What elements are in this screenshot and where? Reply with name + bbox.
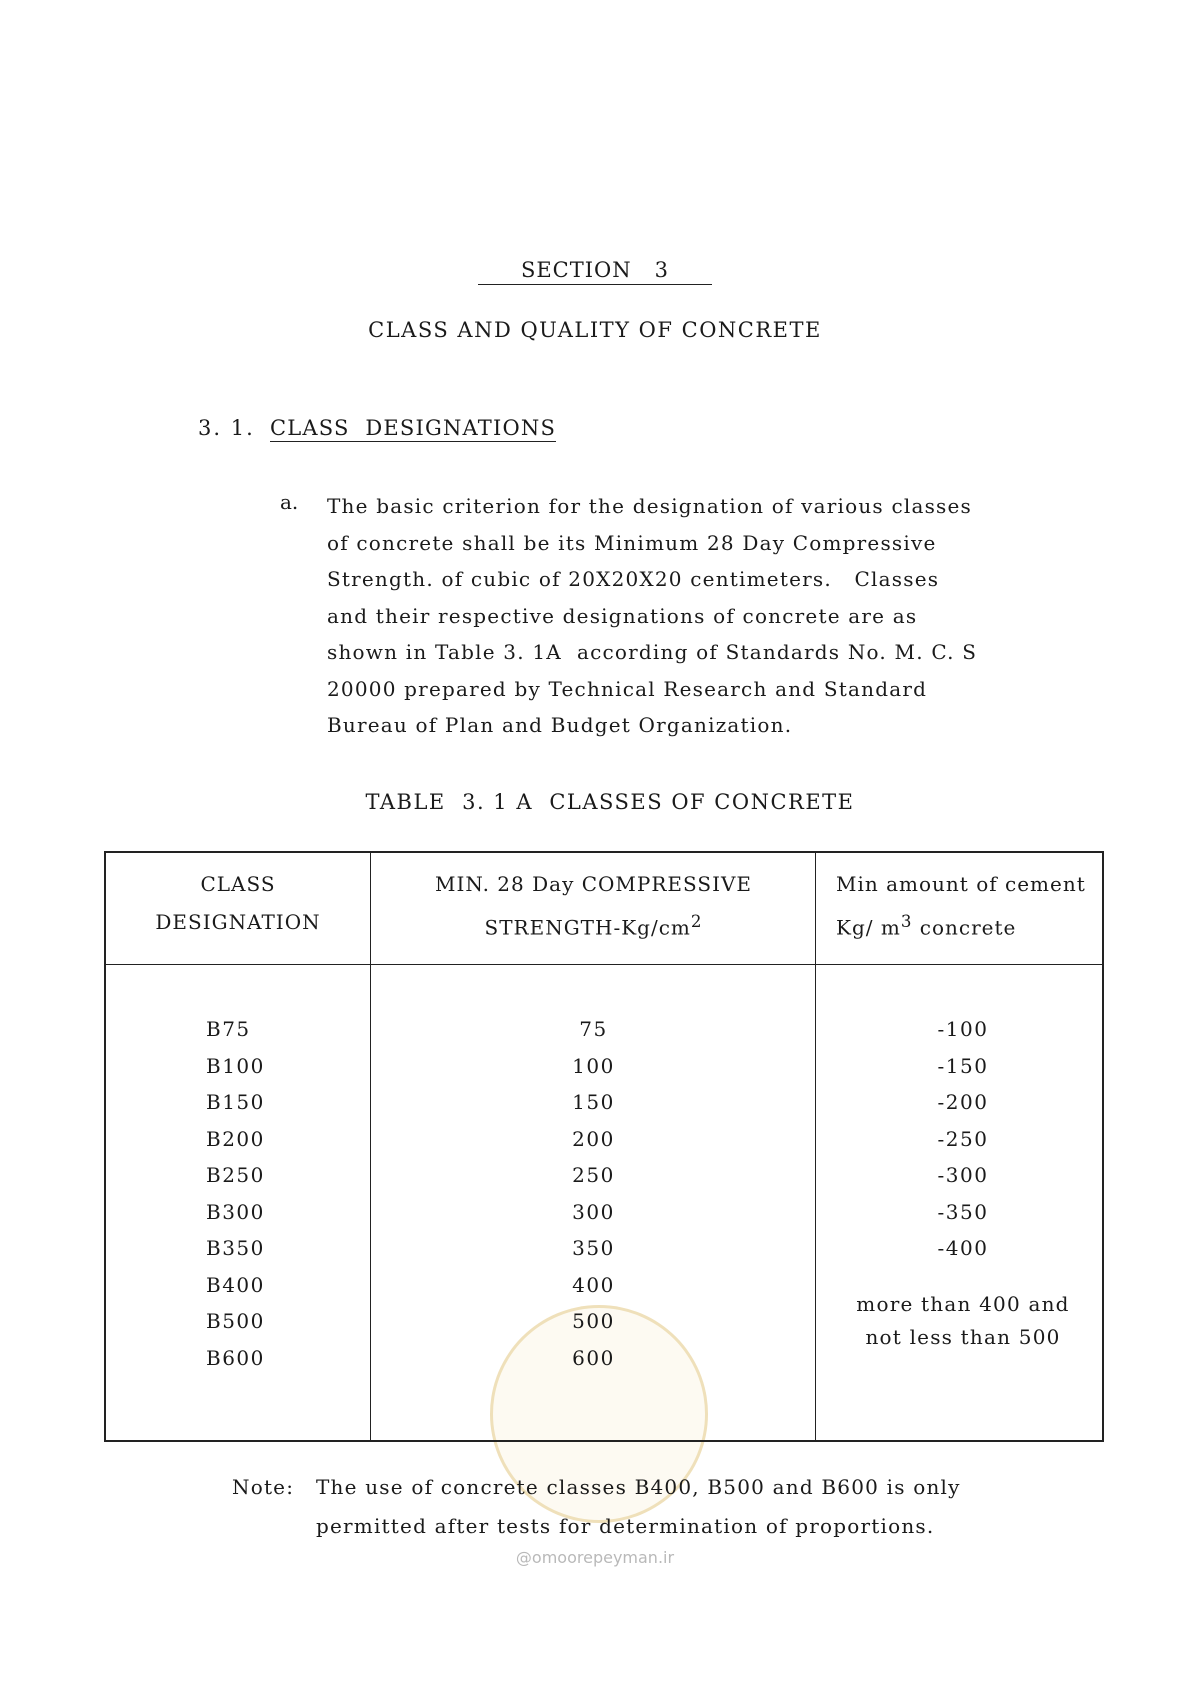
paragraph-line: The basic criterion for the designation of various classes [327, 494, 972, 518]
table-cell-cement: -150 [937, 1053, 989, 1078]
paragraph-text [327, 488, 1047, 744]
table-cell-strength: 350 [572, 1236, 615, 1260]
table-caption: TABLE 3. 1 A CLASSES OF CONCRETE [365, 790, 855, 814]
section-title: SECTION 3 [478, 258, 712, 285]
table-cell-cement: -100 [937, 1017, 989, 1041]
column-divider [370, 853, 371, 1440]
paragraph-line: of concrete shall be its Minimum 28 Day Compressive [327, 530, 937, 555]
table-cell-class: B75 [206, 1017, 251, 1041]
header-compressive-strength [372, 865, 815, 947]
table-cell-strength: 150 [572, 1090, 615, 1114]
header-text: Min amount of cement [836, 872, 1086, 896]
column-divider [815, 853, 816, 1440]
cement-range-note [818, 1288, 1108, 1354]
table-cell-strength: 300 [572, 1199, 615, 1224]
table-cell-strength: 75 [579, 1017, 608, 1041]
class-column [206, 1011, 346, 1376]
header-superscript: 3 [900, 912, 913, 931]
header-class-designation [106, 865, 370, 941]
header-divider [106, 964, 1102, 965]
header-text: DESIGNATION [155, 910, 321, 934]
note-line: permitted after tests for determination of proportions. [316, 1514, 935, 1538]
table-cell-strength: 250 [572, 1163, 615, 1187]
subsection-number: 3. 1. [198, 416, 255, 440]
cement-note-line: more than 400 and [856, 1292, 1070, 1316]
table-cell-class: B150 [206, 1090, 265, 1114]
paragraph-line: Strength. of cubic of 20X20X20 centimeters. Classes [327, 567, 940, 591]
note-text [316, 1468, 961, 1546]
table-cell-class: B250 [206, 1163, 265, 1187]
header-text: CLASS [200, 872, 276, 896]
header-text [836, 903, 1108, 947]
note-line: The use of concrete classes B400, B500 and B600 is only [316, 1475, 961, 1499]
table-cell-cement: -350 [937, 1199, 989, 1224]
table-cell-class: B100 [206, 1053, 265, 1078]
table-cell-class: B300 [206, 1199, 265, 1224]
cement-column [818, 1011, 1108, 1267]
concrete-classes-table [104, 851, 1104, 1442]
header-text [372, 903, 815, 947]
paragraph-line: shown in Table 3. 1A according of Standards No. M. C. S [327, 640, 978, 664]
table-cell-cement: -300 [937, 1163, 989, 1187]
note-label: Note: [232, 1475, 295, 1499]
table-cell-class: B500 [206, 1309, 265, 1333]
table-cell-strength: 500 [572, 1309, 615, 1333]
table-cell-class: B600 [206, 1345, 265, 1370]
header-unit: Kg/ m [836, 915, 901, 940]
watermark-text: @omoorepeyman.ir [515, 1548, 675, 1567]
table-cell-class: B200 [206, 1126, 265, 1151]
header-unit: STRENGTH-Kg/cm [484, 915, 691, 940]
subsection-title: CLASS DESIGNATIONS [270, 416, 557, 440]
table-cell-strength: 200 [572, 1126, 615, 1151]
table-cell-cement: -200 [937, 1090, 989, 1114]
header-superscript: 2 [690, 912, 703, 931]
paragraph-line: 20000 prepared by Technical Research and Standard [327, 676, 928, 701]
table-cell-strength: 400 [572, 1272, 615, 1297]
table-cell-cement: -250 [937, 1126, 989, 1151]
cement-note-line: not less than 500 [865, 1325, 1061, 1349]
header-min-cement [818, 865, 1108, 947]
table-cell-strength: 100 [572, 1053, 615, 1078]
paragraph-marker: a. [280, 490, 299, 514]
header-text: MIN. 28 Day COMPRESSIVE [434, 872, 753, 896]
table-cell-class: B400 [206, 1272, 265, 1297]
strength-column [372, 1011, 815, 1376]
document-title: CLASS AND QUALITY OF CONCRETE [368, 318, 822, 342]
table-cell-strength: 600 [572, 1345, 615, 1370]
header-unit: concrete [912, 915, 1017, 940]
table-cell-cement: -400 [937, 1236, 989, 1260]
paragraph-line: Bureau of Plan and Budget Organization. [327, 713, 793, 737]
paragraph-line: and their respective designations of concrete are as [327, 603, 918, 628]
table-cell-class: B350 [206, 1236, 265, 1260]
